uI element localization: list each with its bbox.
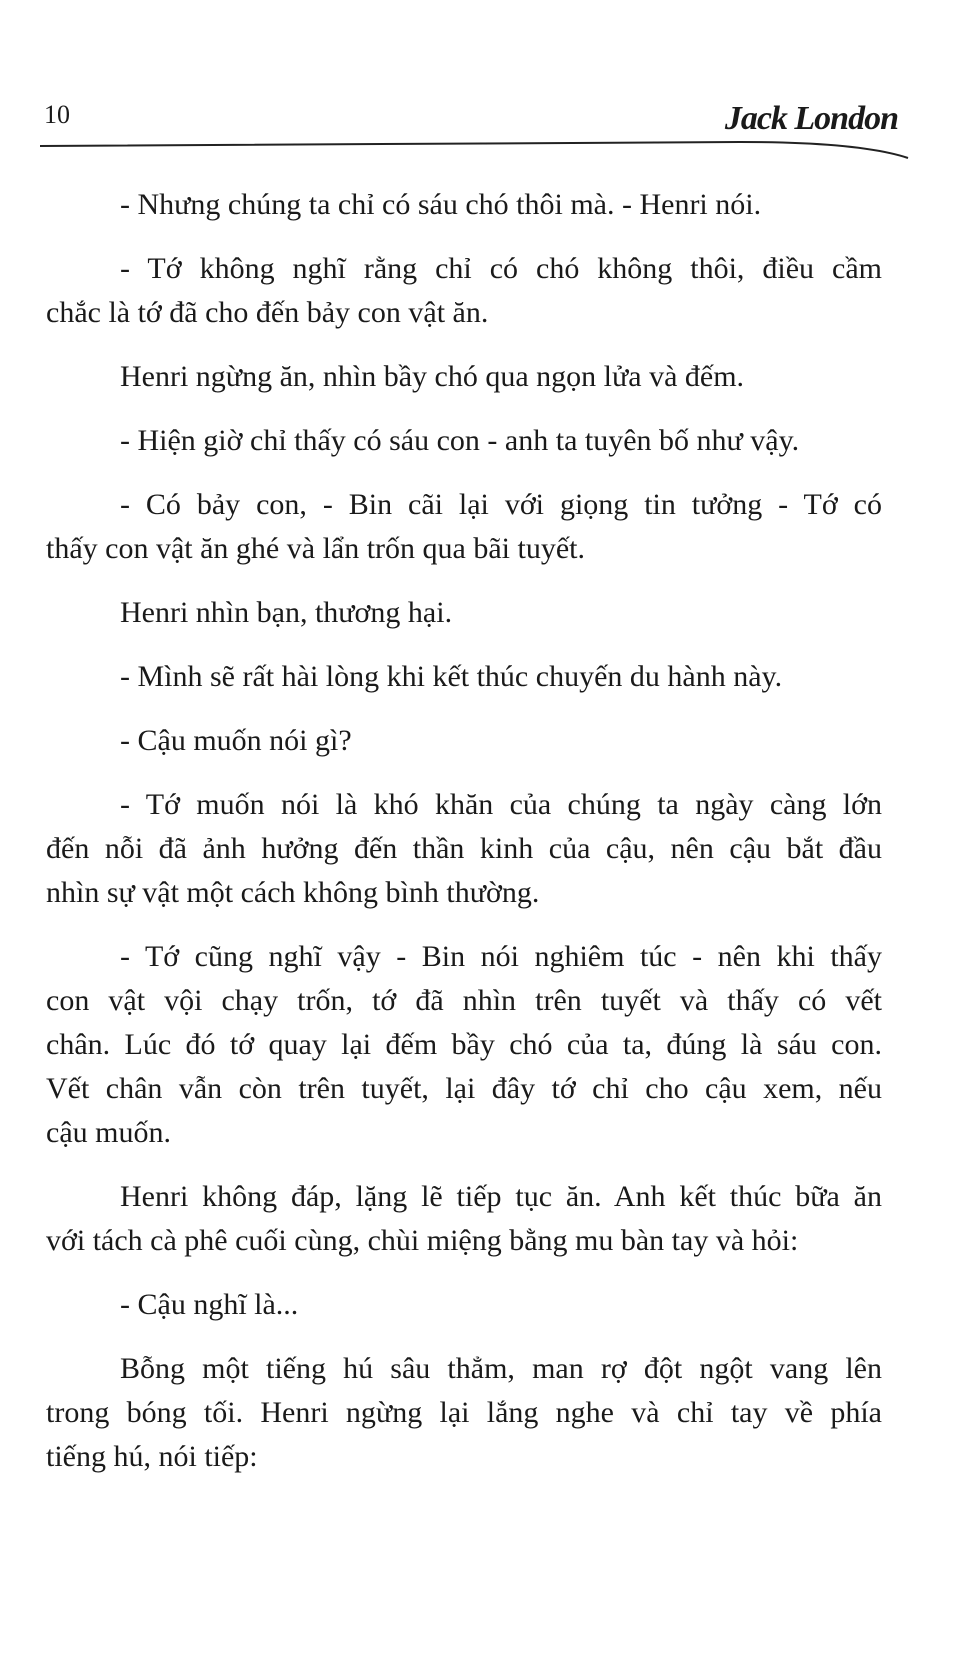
text-line: Henri không đáp, lặng lẽ tiếp tục ăn. Anh kết thúc bữa ăn bbox=[120, 1180, 882, 1213]
text-line: - Tớ cũng nghĩ vậy - Bin nói nghiêm túc - nên khi thấy bbox=[120, 940, 882, 973]
text-line: thấy con vật ăn ghé và lẩn trốn qua bãi tuyết. bbox=[46, 532, 585, 565]
page-number: 10 bbox=[44, 100, 70, 129]
text-line: - Cậu nghĩ là... bbox=[120, 1288, 299, 1321]
text-line: chân. Lúc đó tớ quay lại đếm bầy chó của ta, đúng là sáu con. bbox=[46, 1028, 882, 1061]
paragraph bbox=[46, 247, 882, 335]
paragraph bbox=[46, 719, 882, 763]
paragraph bbox=[46, 591, 882, 635]
text-line: - Có bảy con, - Bin cãi lại với giọng tin tưởng - Tớ có bbox=[120, 488, 882, 521]
running-head-author: Jack London bbox=[724, 100, 898, 137]
text-line: - Hiện giờ chỉ thấy có sáu con - anh ta tuyên bố như vậy. bbox=[120, 424, 800, 457]
text-line: Vết chân vẫn còn trên tuyết, lại đây tớ chỉ cho cậu xem, nếu bbox=[46, 1072, 882, 1105]
text-line: tiếng hú, nói tiếp: bbox=[46, 1440, 258, 1473]
text-line: trong bóng tối. Henri ngừng lại lắng nghe và chỉ tay về phía bbox=[46, 1396, 882, 1429]
header-rule bbox=[40, 138, 960, 168]
text-line: chắc là tớ đã cho đến bảy con vật ăn. bbox=[46, 296, 489, 329]
paragraph bbox=[46, 1175, 882, 1263]
paragraph bbox=[46, 483, 882, 571]
paragraph bbox=[46, 783, 882, 915]
paragraph bbox=[46, 183, 882, 227]
text-line: nhìn sự vật một cách không bình thường. bbox=[46, 876, 540, 909]
text-line: với tách cà phê cuối cùng, chùi miệng bằng mu bàn tay và hỏi: bbox=[46, 1224, 799, 1257]
text-line: - Tớ không nghĩ rằng chỉ có chó không thôi, điều cầm bbox=[120, 252, 882, 285]
paragraph bbox=[46, 1347, 882, 1479]
text-line: Henri ngừng ăn, nhìn bầy chó qua ngọn lửa và đếm. bbox=[120, 360, 745, 393]
paragraph bbox=[46, 1283, 882, 1327]
text-line: Henri nhìn bạn, thương hại. bbox=[120, 596, 453, 629]
text-line: - Tớ muốn nói là khó khăn của chúng ta ngày càng lớn bbox=[120, 788, 882, 821]
text-line: - Nhưng chúng ta chỉ có sáu chó thôi mà. - Henri nói. bbox=[120, 188, 762, 221]
paragraph bbox=[46, 655, 882, 699]
paragraph bbox=[46, 935, 882, 1155]
text-line: cậu muốn. bbox=[46, 1116, 171, 1149]
text-line: - Cậu muốn nói gì? bbox=[120, 724, 352, 757]
paragraph bbox=[46, 355, 882, 399]
paragraph bbox=[46, 419, 882, 463]
body-text bbox=[46, 183, 882, 1499]
text-line: Bỗng một tiếng hú sâu thẳm, man rợ đột ngột vang lên bbox=[120, 1352, 882, 1385]
text-line: - Mình sẽ rất hài lòng khi kết thúc chuyến du hành này. bbox=[120, 660, 783, 693]
text-line: con vật vội chạy trốn, tớ đã nhìn trên tuyết và thấy có vết bbox=[46, 984, 882, 1017]
text-line: đến nỗi đã ảnh hưởng đến thần kinh của cậu, nên cậu bắt đầu bbox=[46, 832, 882, 865]
